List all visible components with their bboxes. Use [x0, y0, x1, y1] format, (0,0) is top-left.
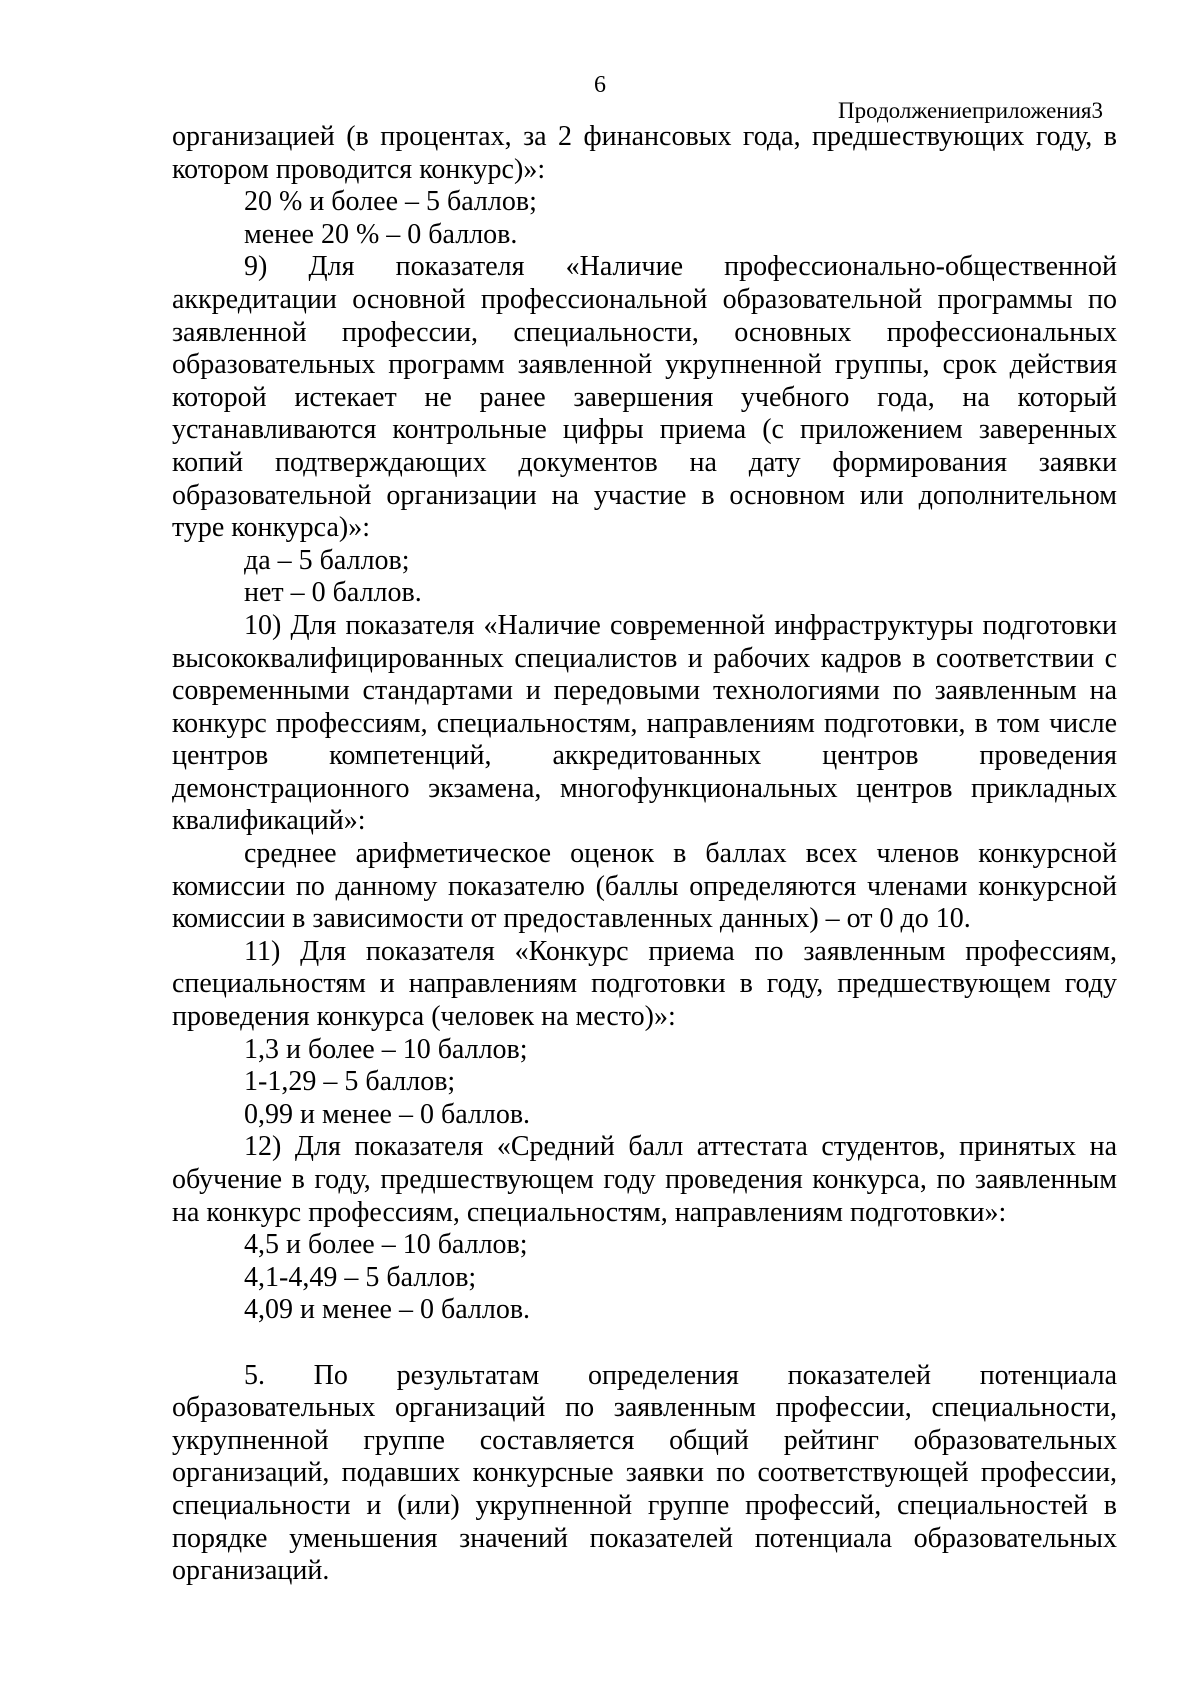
paragraph-continuation: организацией (в процентах, за 2 финансовых года, предшествующих году, в котором проводится конкурс)»:	[172, 121, 1117, 185]
score-item: 4,09 и менее – 0 баллов.	[244, 1294, 531, 1326]
paragraph-item-10: 10) Для показателя «Наличие современной инфраструктуры подготовки высококвалифицированных специалистов и рабочих кадров в соответствии с современными стандартами и передовыми технологиями по заявленным на конкурс профессиям, специальностям, направлениям подготовки, в том числе центров компетенций, аккредитованных центров проведения демонстрационного экзамена, многофункциональных центров прикладных квалификаций»:	[172, 609, 1117, 837]
paragraph-item-10-detail: среднее арифметическое оценок в баллах всех членов конкурсной комиссии по данному показателю (баллы определяются членами конкурсной комиссии в зависимости от предоставленных данных) – от 0 до 10.	[172, 838, 1117, 935]
document-body	[172, 121, 1117, 1588]
paragraph-item-9: 9) Для показателя «Наличие профессионально-общественной аккредитации основной профессиональной образовательной программы по заявленной профессии, специальности, основных профессиональных образовательных программ заявленной укрупненной группы, срок действия которой истекает не ранее завершения учебного года, на который устанавливаются контрольные цифры приема (с приложением заверенных копий подтверждающих документов на дату формирования заявки образовательной организации на участие в основном или дополнительном туре конкурса)»:	[172, 251, 1117, 544]
score-item: нет – 0 баллов.	[244, 577, 422, 609]
page-number: 6	[594, 72, 606, 98]
score-item: 1,3 и более – 10 баллов;	[244, 1033, 528, 1065]
score-item: да – 5 баллов;	[244, 544, 410, 576]
score-item: 0,99 и менее – 0 баллов.	[244, 1098, 531, 1130]
paragraph-item-12: 12) Для показателя «Средний балл аттестата студентов, принятых на обучение в году, предшествующем году проведения конкурса, по заявленным на конкурс профессиям, специальностям, направлениям подготовки»:	[172, 1131, 1117, 1228]
score-item: 4,5 и более – 10 баллов;	[244, 1229, 528, 1261]
score-item: менее 20 % – 0 баллов.	[244, 218, 518, 250]
paragraph-item-11: 11) Для показателя «Конкурс приема по заявленным профессиям, специальностям и направлениям подготовки в году, предшествующем году проведения конкурса (человек на место)»:	[172, 935, 1117, 1033]
score-item: 20 % и более – 5 баллов;	[244, 186, 537, 218]
section-5-paragraph: 5. По результатам определения показателей потенциала образовательных организаций по заявленным профессии, специальности, укрупненной группе составляется общий рейтинг образовательных организаций, подавших конкурсные заявки по соответствующей профессии, специальности и (или) укрупненной группе профессий, специальностей в порядке уменьшения значений показателей потенциала образовательных организаций.	[172, 1359, 1117, 1587]
section-spacer	[172, 1327, 1117, 1360]
score-item: 4,1-4,49 – 5 баллов;	[244, 1261, 477, 1293]
appendix-continuation-label: Продолжениеприложения3	[838, 98, 1103, 123]
score-item: 1-1,29 – 5 баллов;	[244, 1066, 456, 1098]
